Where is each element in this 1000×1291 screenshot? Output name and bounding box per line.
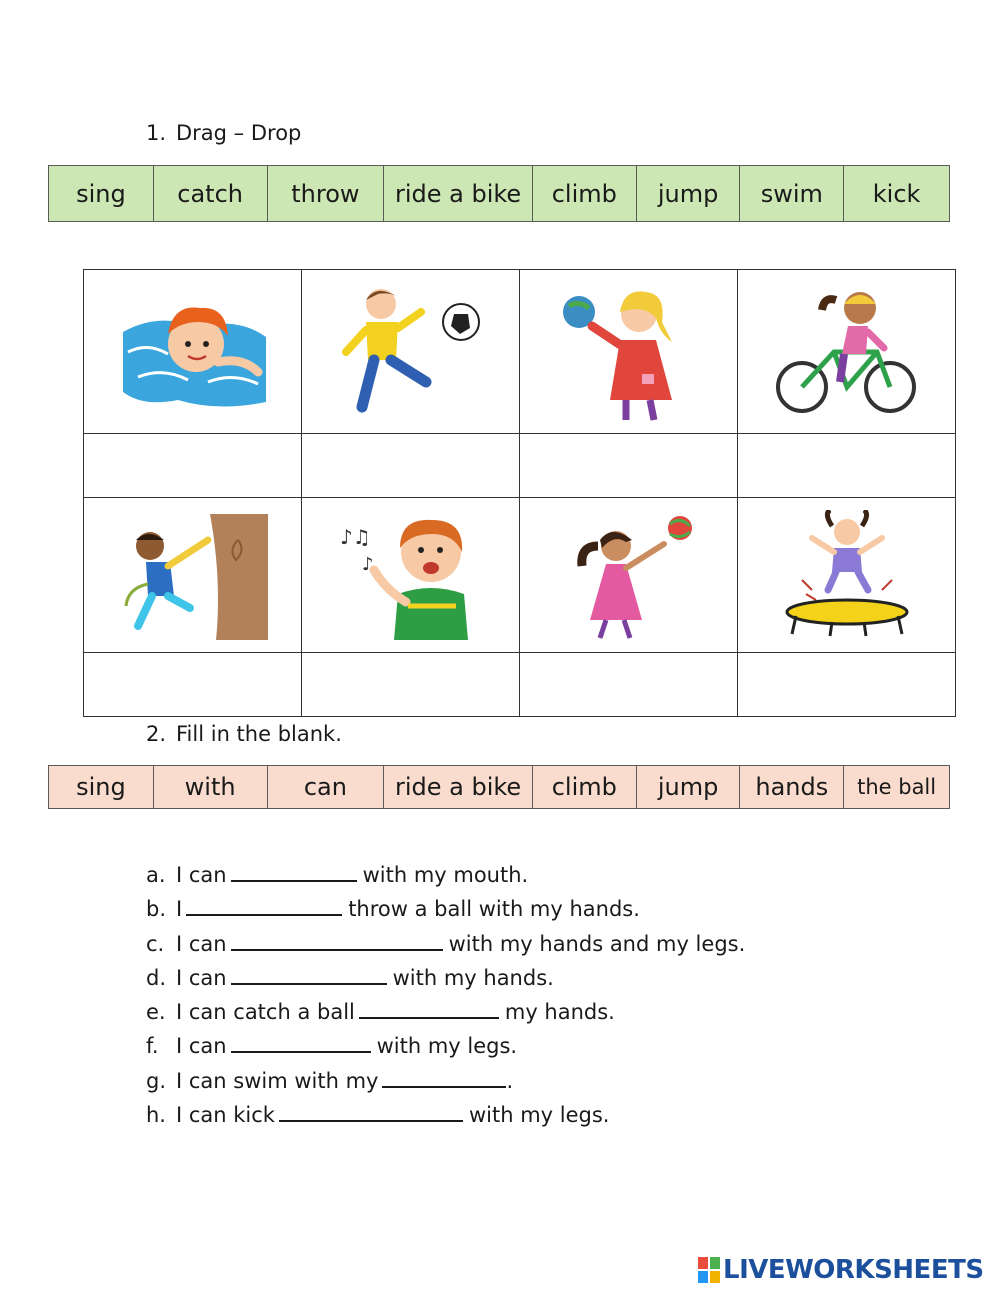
- drop-target[interactable]: [302, 434, 520, 498]
- answer-blank[interactable]: [231, 965, 387, 985]
- draggable-word[interactable]: throw: [268, 166, 385, 221]
- sentence-item: [146, 995, 745, 1029]
- draggable-word[interactable]: jump: [637, 166, 741, 221]
- sentence-text-after: with my legs.: [376, 1034, 518, 1059]
- drop-target[interactable]: [302, 653, 520, 717]
- answer-blank[interactable]: [231, 1033, 371, 1053]
- drop-target[interactable]: [84, 653, 302, 717]
- draggable-word[interactable]: catch: [154, 166, 268, 221]
- logo-text: LIVEWORKSHEETS: [723, 1255, 984, 1285]
- svg-text:♪♫: ♪♫: [339, 525, 371, 549]
- boy-kicking-ball-icon: [336, 282, 486, 422]
- svg-text:♪: ♪: [361, 554, 373, 575]
- draggable-word[interactable]: kick: [872, 179, 921, 208]
- word-bank-word: with: [154, 766, 268, 808]
- section-1-number: 1.: [146, 121, 167, 145]
- draggable-word[interactable]: sing: [49, 166, 154, 221]
- word-bank-word: ride a bike: [384, 766, 533, 808]
- liveworksheets-logo: [698, 1253, 984, 1287]
- word-bank-word: sing: [49, 766, 154, 808]
- drop-target[interactable]: [738, 434, 956, 498]
- girl-catching-ball-icon: [554, 510, 704, 640]
- sentence-letter: h.: [146, 1103, 166, 1128]
- picture-cell: [84, 498, 302, 653]
- answer-blank[interactable]: [382, 1068, 506, 1088]
- sentence-item: [146, 1098, 745, 1132]
- draggable-word[interactable]: swim: [740, 166, 844, 221]
- picture-cell: [738, 270, 956, 434]
- sentence-text-after: .: [506, 1068, 514, 1093]
- sentence-text-before: I can swim with my: [176, 1068, 379, 1093]
- answer-blank[interactable]: [359, 999, 499, 1019]
- picture-cell: [302, 270, 520, 434]
- sentence-text-before: I: [176, 897, 183, 922]
- answer-blank[interactable]: [231, 862, 357, 882]
- sentence-text-before: I can: [176, 931, 227, 956]
- girl-throwing-ball-icon: [554, 282, 704, 422]
- sentence-letter: c.: [146, 931, 165, 956]
- sentence-text-after: with my legs.: [468, 1103, 610, 1128]
- sentence-text-before: I can: [176, 965, 227, 990]
- logo-mark-icon: [698, 1257, 720, 1283]
- sentence-letter: b.: [146, 897, 167, 922]
- drop-target[interactable]: [738, 653, 956, 717]
- sentence-list: [146, 858, 745, 1132]
- word-bank-word: the ball: [857, 775, 937, 799]
- word-bank-word: hands: [740, 766, 844, 808]
- girl-riding-bike-icon: [772, 282, 922, 422]
- sentence-letter: d.: [146, 965, 167, 990]
- picture-cell: [738, 498, 956, 653]
- section-1-heading: [146, 121, 301, 145]
- drop-target[interactable]: [84, 434, 302, 498]
- sentence-text-before: I can: [176, 863, 227, 887]
- sentence-letter: e.: [146, 1000, 166, 1025]
- sentence-text-after: my hands.: [504, 1000, 615, 1025]
- word-bank-1: [48, 165, 950, 222]
- sentence-text-after: with my hands.: [392, 965, 554, 990]
- sentence-item: [146, 927, 745, 961]
- picture-cell: [84, 270, 302, 434]
- sentence-letter: a.: [146, 863, 166, 887]
- sentence-letter: f.: [146, 1034, 159, 1059]
- sentence-text-after: throw a ball with my hands.: [348, 897, 640, 922]
- answer-blank[interactable]: [231, 931, 443, 951]
- draggable-word[interactable]: ride a bike: [384, 166, 533, 221]
- picture-cell: [302, 498, 520, 653]
- section-1-title: Drag – Drop: [176, 121, 302, 145]
- boy-swimming-icon: [118, 292, 268, 412]
- word-bank-word: jump: [637, 766, 741, 808]
- answer-blank[interactable]: [186, 896, 342, 916]
- picture-grid: [83, 269, 956, 717]
- drop-target[interactable]: [520, 434, 738, 498]
- sentence-item: [146, 1064, 745, 1098]
- section-2-title: Fill in the blank.: [176, 722, 342, 746]
- draggable-word[interactable]: climb: [533, 166, 637, 221]
- sentence-text-after: with my hands and my legs.: [448, 931, 746, 956]
- section-2-number: 2.: [146, 722, 167, 746]
- word-bank-word: can: [268, 766, 385, 808]
- sentence-text-after: with my mouth.: [362, 863, 529, 887]
- boy-climbing-tree-icon: [118, 510, 268, 640]
- sentence-text-before: I can: [176, 1034, 227, 1059]
- section-2-heading: [146, 722, 342, 746]
- answer-blank[interactable]: [279, 1102, 463, 1122]
- sentence-item: [146, 1029, 745, 1063]
- sentence-item: [146, 892, 745, 926]
- drop-target[interactable]: [520, 653, 738, 717]
- sentence-text-before: I can catch a ball: [176, 1000, 355, 1025]
- word-bank-word: climb: [533, 766, 637, 808]
- sentence-text-before: I can kick: [176, 1103, 275, 1128]
- sentence-letter: g.: [146, 1068, 167, 1093]
- sentence-item: [146, 961, 745, 995]
- picture-cell: [520, 270, 738, 434]
- picture-cell: [520, 498, 738, 653]
- boy-singing-icon: [336, 510, 486, 640]
- word-bank-2: [48, 765, 950, 809]
- girl-jumping-trampoline-icon: [772, 510, 922, 640]
- sentence-item: [146, 858, 745, 892]
